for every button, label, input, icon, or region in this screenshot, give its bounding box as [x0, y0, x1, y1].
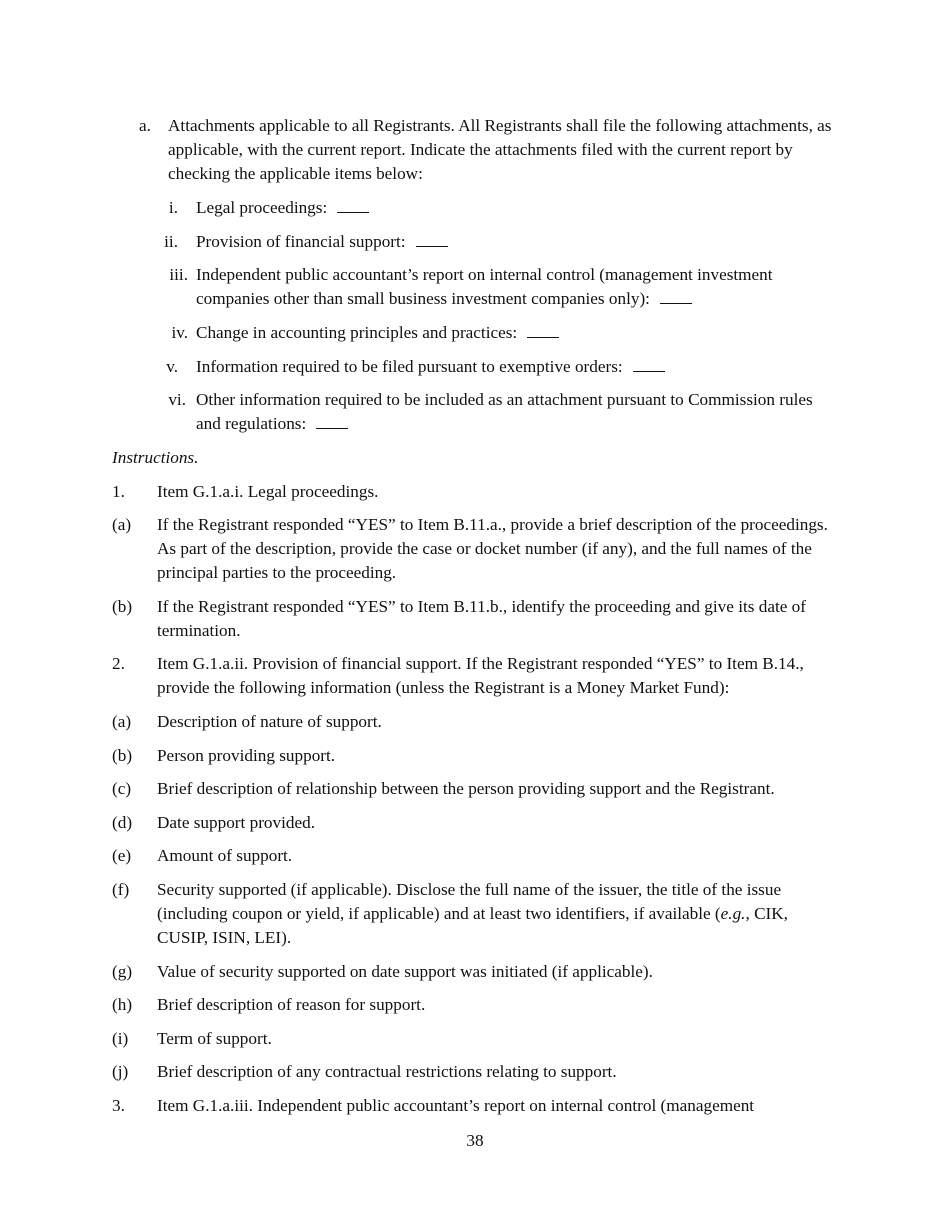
instruction-text-part: , CIK, CUSIP, ISIN, LEI). [157, 904, 788, 947]
checklist-item [0, 321, 950, 345]
instruction-text: Item G.1.a.iii. Independent public accountant’s report on internal control (management [157, 1096, 755, 1115]
instruction-num: (h) [112, 995, 133, 1014]
page-number: 38 [466, 1131, 484, 1150]
checklist-num: v. [166, 357, 178, 376]
section-a-label: a. [139, 116, 151, 135]
instruction-text-part: Security supported (if applicable). Disclose the full name of the issuer, the title of the issue (including coupon or yield, if applicable) and at least two identifiers, if available ( [157, 880, 782, 923]
checkbox-blank[interactable] [316, 412, 348, 429]
instruction-text: Item G.1.a.ii. Provision of financial support. If the Registrant responded “YES” to Item B.14., provide the following information (unless the Registrant is a Money Market Fund): [157, 654, 804, 697]
instruction-text: Value of security supported on date support was initiated (if applicable). [157, 962, 653, 981]
instruction-num: (d) [112, 813, 133, 832]
instruction-item [0, 777, 950, 801]
instruction-item [0, 844, 950, 868]
checkbox-blank[interactable] [527, 321, 559, 338]
instruction-text: Brief description of any contractual restrictions relating to support. [157, 1062, 617, 1081]
instruction-num: (g) [112, 962, 133, 981]
instructions-heading: Instructions. [112, 448, 199, 467]
instruction-text [157, 878, 837, 950]
checklist-item [0, 355, 950, 379]
instruction-text: Amount of support. [157, 846, 293, 865]
instruction-item [0, 1027, 950, 1051]
instruction-text: Item G.1.a.i. Legal proceedings. [157, 482, 379, 501]
checklist-label: Provision of financial support: [196, 232, 406, 251]
checklist-label: Change in accounting principles and practices: [196, 323, 518, 342]
checkbox-blank[interactable] [633, 355, 665, 372]
checklist-text [196, 196, 836, 220]
checklist-text [196, 321, 836, 345]
instruction-text: Brief description of reason for support. [157, 995, 426, 1014]
checkbox-blank[interactable] [416, 230, 448, 247]
instruction-item [0, 993, 950, 1017]
checkbox-blank[interactable] [337, 196, 369, 213]
instruction-text: Description of nature of support. [157, 712, 382, 731]
instruction-item [0, 710, 950, 734]
checklist-item [0, 388, 950, 436]
instruction-num: (c) [112, 779, 132, 798]
instruction-text: Term of support. [157, 1029, 272, 1048]
section-a-text: Attachments applicable to all Registrants. All Registrants shall file the following attachments, as applicable, with the current report. Indicate the attachments filed with the current report by checking the applicable items below: [168, 116, 832, 183]
instruction-text: Person providing support. [157, 746, 336, 765]
instruction-item [0, 513, 950, 585]
checklist-num: vi. [168, 390, 186, 409]
instruction-num: (b) [112, 597, 133, 616]
instruction-item [0, 744, 950, 768]
instruction-num: (a) [112, 515, 132, 534]
checklist-num: iv. [171, 323, 188, 342]
instruction-num: (j) [112, 1062, 129, 1081]
instruction-num: (b) [112, 746, 133, 765]
checklist-text [196, 230, 836, 254]
instruction-num: (f) [112, 880, 130, 899]
instruction-item [0, 811, 950, 835]
section-a [0, 114, 950, 186]
checklist-item [0, 230, 950, 254]
instruction-item [0, 652, 950, 700]
instruction-num: 3. [112, 1096, 125, 1115]
checklist-text [196, 355, 836, 379]
instruction-item [0, 595, 950, 643]
checkbox-blank[interactable] [660, 287, 692, 304]
instruction-item [0, 480, 950, 504]
instruction-text: Date support provided. [157, 813, 315, 832]
checklist-text [196, 388, 836, 436]
checklist-num: iii. [169, 265, 188, 284]
instruction-num: (e) [112, 846, 132, 865]
checklist-label: Information required to be filed pursuant to exemptive orders: [196, 357, 623, 376]
instruction-num: (i) [112, 1029, 129, 1048]
checklist-item [0, 263, 950, 311]
instruction-text: If the Registrant responded “YES” to Item B.11.a., provide a brief description of the proceedings. As part of the description, provide the case or docket number (if any), and the full names of the principal parties to the proceeding. [157, 515, 828, 582]
instruction-item [0, 1060, 950, 1084]
instruction-item [0, 1094, 950, 1118]
instruction-text: If the Registrant responded “YES” to Item B.11.b., identify the proceeding and give its date of termination. [157, 597, 806, 640]
instruction-num: 1. [112, 482, 125, 501]
checklist-item [0, 196, 950, 220]
instruction-text-emphasis: e.g. [720, 904, 746, 923]
instruction-num: (a) [112, 712, 132, 731]
instruction-num: 2. [112, 654, 125, 673]
checklist-label: Legal proceedings: [196, 198, 328, 217]
instruction-item [0, 960, 950, 984]
checklist-text [196, 263, 836, 311]
checklist-label: Independent public accountant’s report on internal control (management investment companies other than small business investment companies only): [196, 265, 773, 308]
checklist-num: ii. [164, 232, 178, 251]
checklist-label: Other information required to be included as an attachment pursuant to Commission rules and regulations: [196, 390, 813, 433]
checklist-num: i. [168, 198, 178, 217]
instruction-text: Brief description of relationship between the person providing support and the Registrant. [157, 779, 775, 798]
instruction-item [0, 878, 950, 950]
